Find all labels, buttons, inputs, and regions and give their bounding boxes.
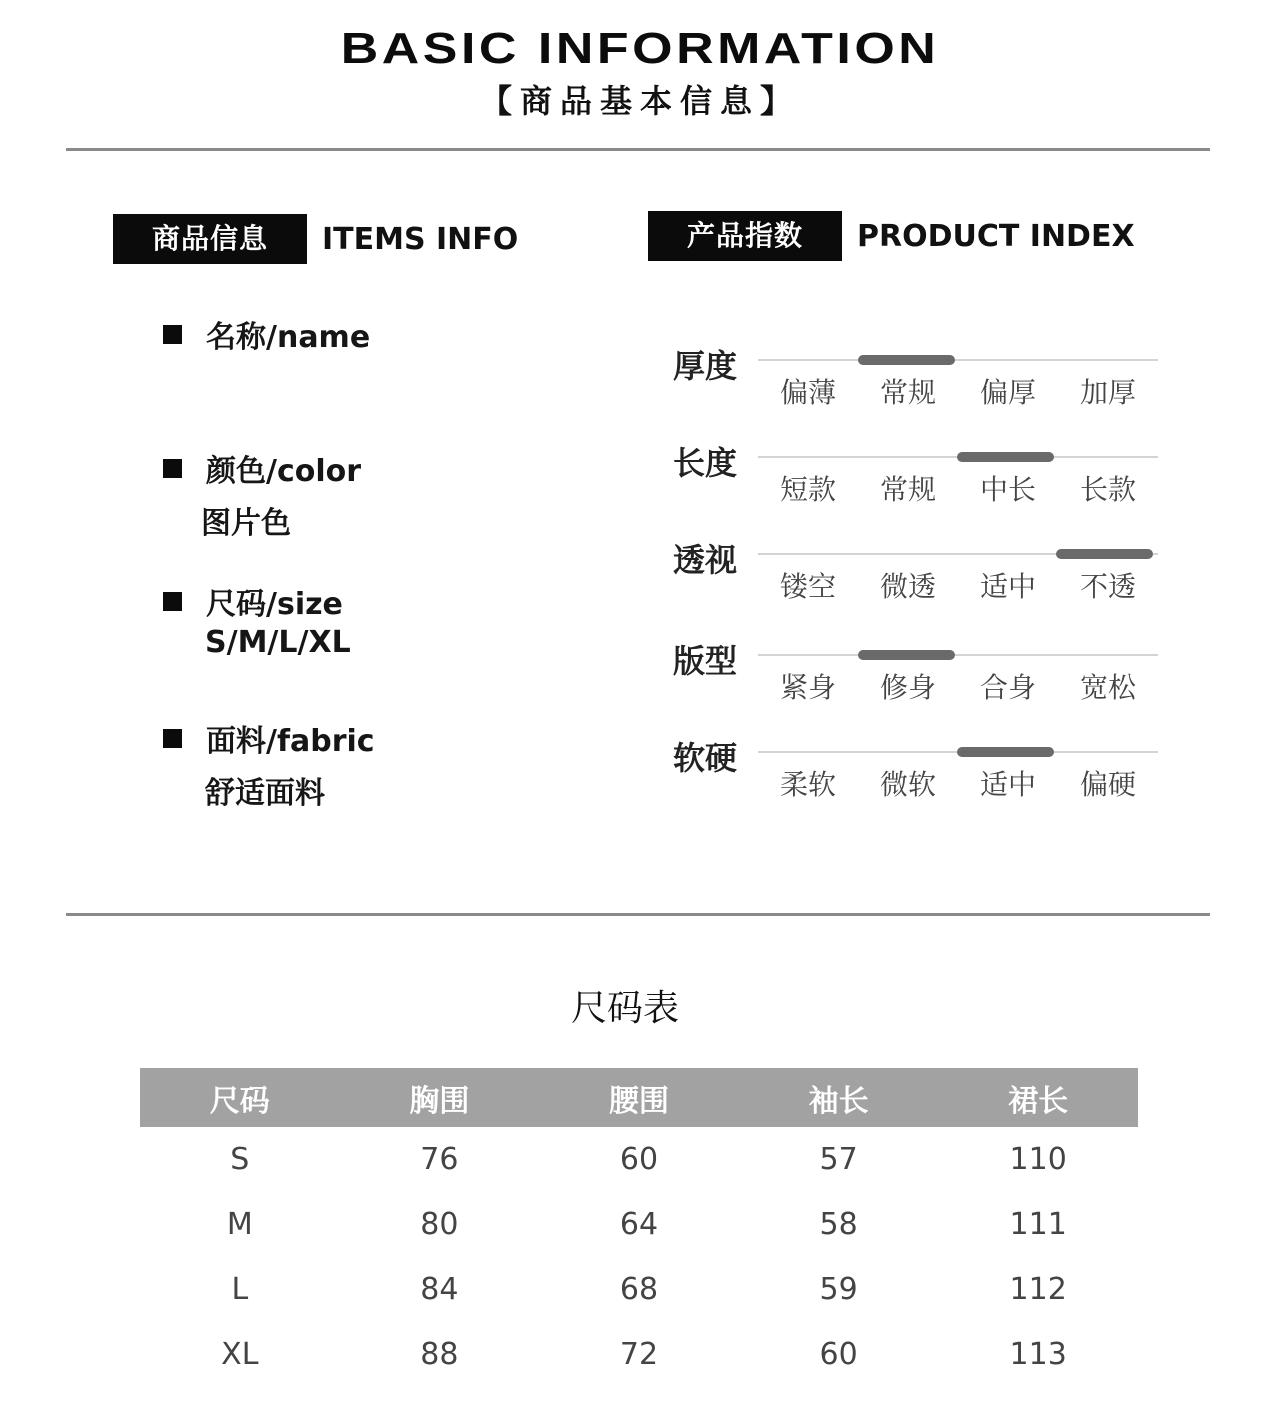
index-row-softness [673, 733, 1173, 813]
table-row [140, 1192, 1138, 1257]
table-cell: 60 [619, 1142, 659, 1177]
table-cell: 76 [420, 1142, 459, 1177]
index-option: 中长 [979, 473, 1036, 506]
table-cell: 111 [1009, 1207, 1067, 1242]
info-value: 图片色 [201, 506, 291, 541]
index-option: 紧身 [779, 671, 836, 704]
info-value: S/M/L/XL [205, 625, 351, 660]
index-name: 长度 [673, 444, 738, 482]
info-item-color [163, 446, 361, 542]
index-option: 微软 [879, 768, 936, 801]
index-option: 适中 [979, 768, 1036, 801]
info-item-size [163, 579, 351, 660]
table-header-cell: 裙长 [938, 1068, 1138, 1127]
index-option: 偏厚 [979, 376, 1036, 409]
middle-divider [66, 913, 1210, 916]
table-row [140, 1257, 1138, 1322]
product-index-header [648, 211, 1135, 261]
index-option: 适中 [979, 570, 1036, 603]
index-track [758, 654, 1158, 656]
index-option: 宽松 [1079, 671, 1136, 704]
table-cell: 64 [619, 1207, 659, 1242]
index-track [758, 359, 1158, 361]
index-marker [957, 747, 1054, 757]
info-label: 名称/name [206, 320, 371, 355]
index-name: 版型 [673, 642, 738, 680]
size-table-title: 尺码表 [570, 988, 679, 1029]
index-option: 偏薄 [779, 376, 836, 409]
index-marker [858, 355, 955, 365]
table-header-row [140, 1068, 1138, 1127]
bullet-icon [163, 729, 182, 748]
table-header-cell: 腰围 [539, 1068, 739, 1127]
info-item-name [163, 312, 370, 356]
info-label: 颜色/color [206, 454, 362, 489]
product-index-tag: 产品指数 [648, 211, 842, 261]
index-option: 长款 [1079, 473, 1136, 506]
index-name: 软硬 [673, 739, 738, 777]
table-cell: L [231, 1272, 249, 1307]
table-cell: XL [221, 1337, 259, 1372]
index-option: 短款 [779, 473, 836, 506]
index-row-transparency [673, 535, 1173, 615]
index-option: 常规 [879, 376, 936, 409]
index-option: 微透 [879, 570, 936, 603]
table-cell: 84 [420, 1272, 459, 1307]
info-value: 舒适面料 [205, 776, 325, 811]
table-row [140, 1322, 1138, 1387]
index-option: 偏硬 [1079, 768, 1136, 801]
bullet-icon [163, 592, 182, 611]
index-option: 镂空 [779, 570, 836, 603]
index-row-length [673, 438, 1173, 518]
table-cell: 80 [420, 1207, 459, 1242]
top-divider [66, 148, 1210, 151]
index-name: 厚度 [673, 347, 738, 385]
items-info-header [113, 214, 518, 264]
table-cell: 60 [819, 1337, 858, 1372]
table-cell: 112 [1009, 1272, 1067, 1307]
table-cell: S [230, 1142, 250, 1177]
info-label: 面料/fabric [206, 724, 375, 759]
index-option: 合身 [979, 671, 1036, 704]
index-row-fit [673, 636, 1173, 716]
index-option: 修身 [879, 671, 936, 704]
table-cell: 113 [1009, 1337, 1067, 1372]
table-header-cell: 胸围 [340, 1068, 540, 1127]
table-cell: 110 [1009, 1142, 1067, 1177]
page-title: BASIC INFORMATION [340, 24, 940, 73]
table-row [140, 1127, 1138, 1192]
table-cell: 72 [619, 1337, 659, 1372]
bullet-icon [163, 459, 182, 478]
index-marker [957, 452, 1054, 462]
info-item-fabric [163, 716, 375, 812]
index-marker [1056, 549, 1153, 559]
bullet-icon [163, 325, 182, 344]
size-table [140, 1068, 1138, 1387]
page-subtitle: 【商品基本信息】 [479, 82, 800, 120]
table-cell: 88 [420, 1337, 459, 1372]
table-cell: 68 [619, 1272, 659, 1307]
table-cell: 57 [819, 1142, 858, 1177]
index-option: 加厚 [1079, 376, 1136, 409]
table-header-cell: 尺码 [140, 1068, 340, 1127]
index-row-thickness [673, 341, 1173, 421]
info-label: 尺码/size [206, 587, 343, 622]
table-header-cell: 袖长 [739, 1068, 939, 1127]
items-info-tag: 商品信息 [113, 214, 307, 264]
table-cell: M [226, 1207, 253, 1242]
table-cell: 59 [819, 1272, 858, 1307]
index-option: 柔软 [779, 768, 836, 801]
index-name: 透视 [673, 541, 738, 579]
product-index-label: PRODUCT INDEX [857, 218, 1135, 254]
index-marker [858, 650, 955, 660]
table-cell: 58 [819, 1207, 858, 1242]
index-option: 不透 [1079, 570, 1136, 603]
items-info-label: ITEMS INFO [322, 221, 519, 257]
index-option: 常规 [879, 473, 936, 506]
